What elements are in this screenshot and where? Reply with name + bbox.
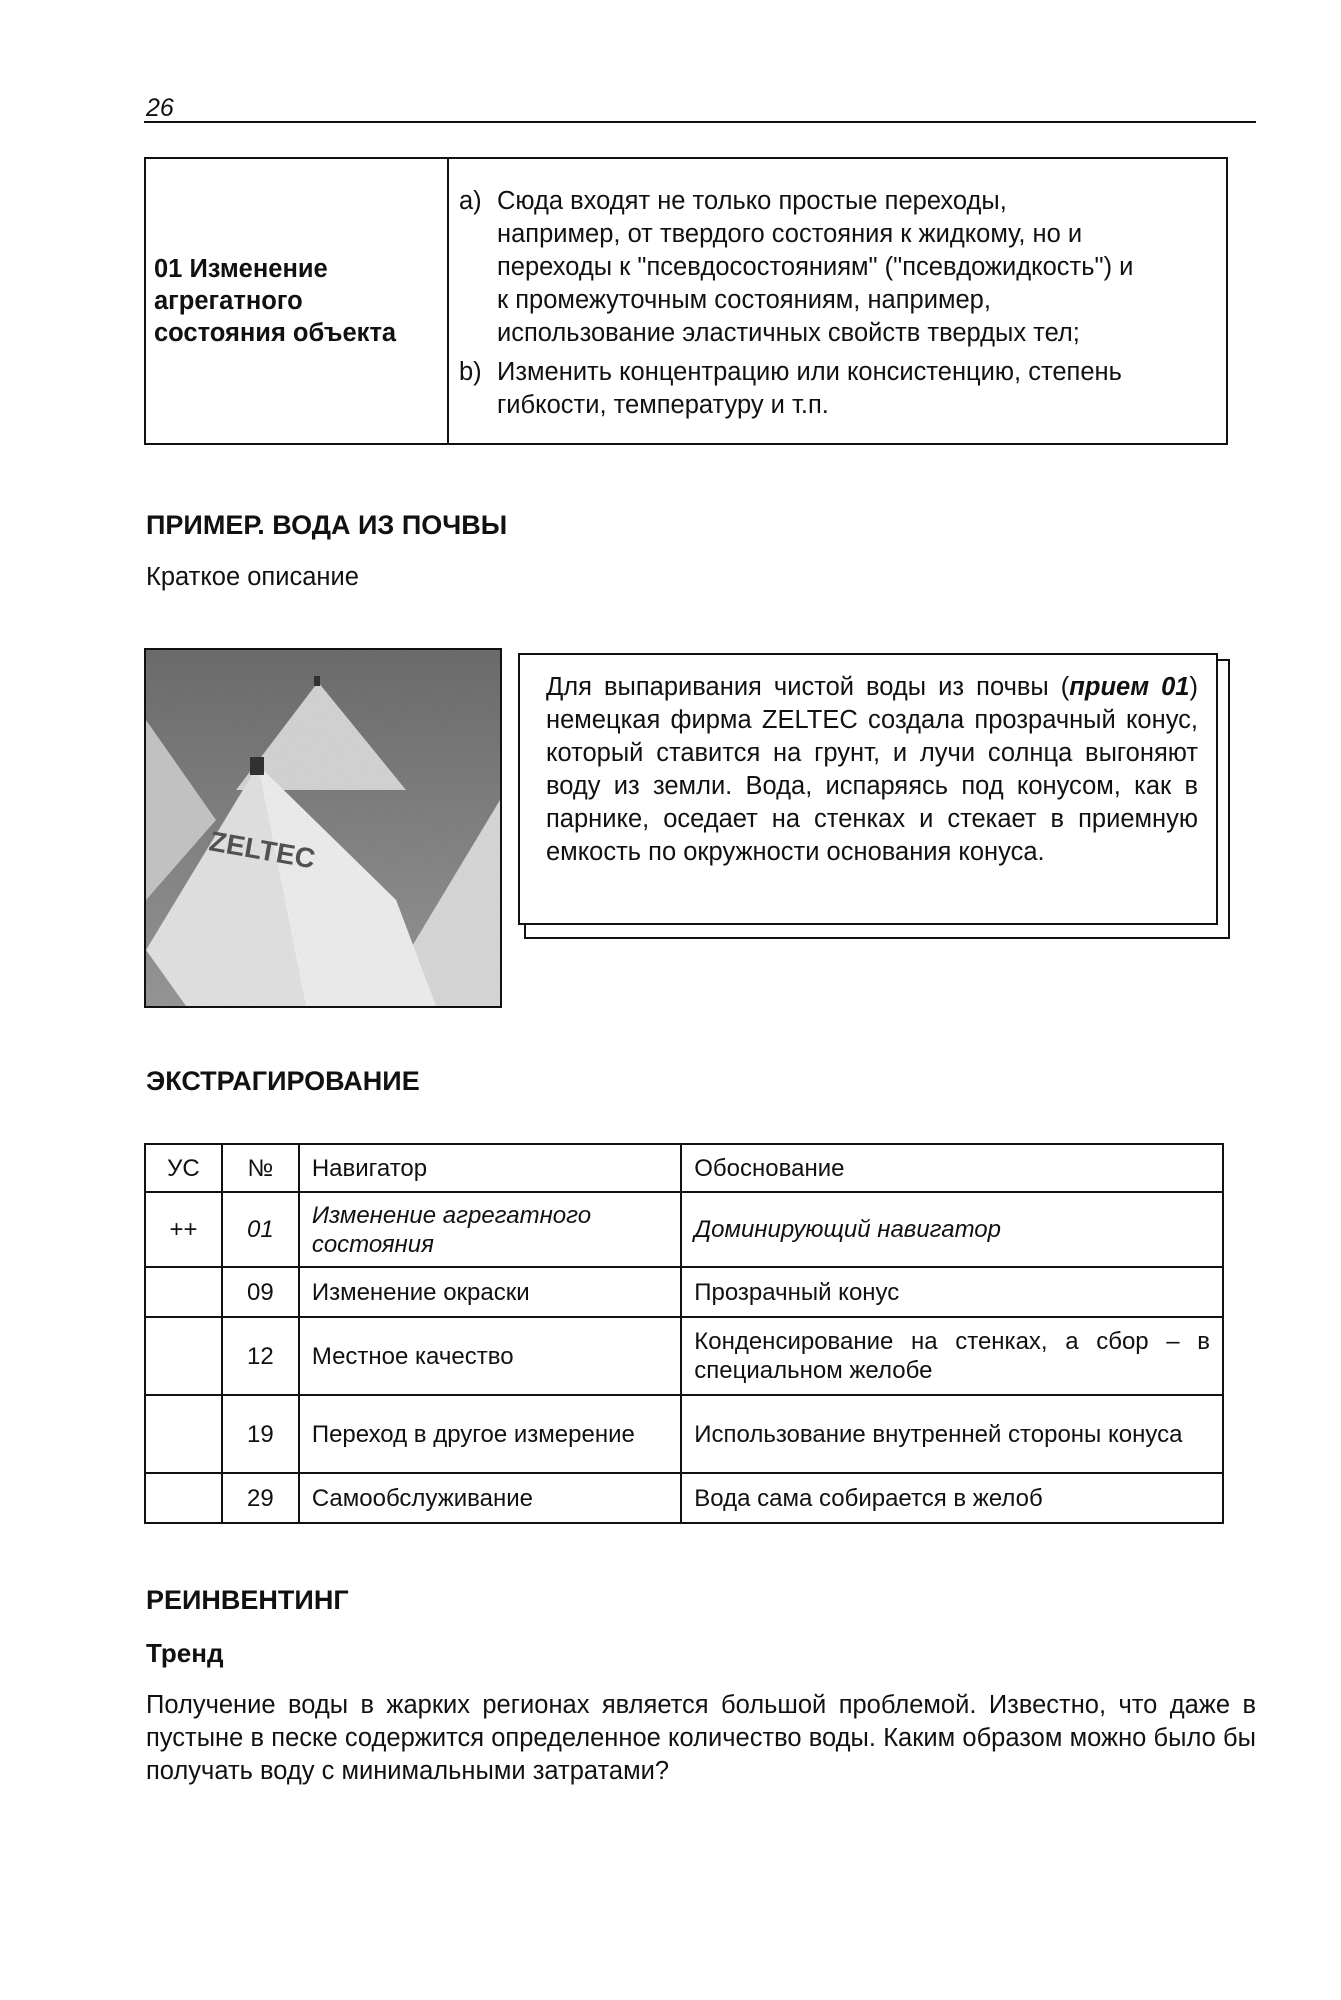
zeltec-cone-photo [144, 648, 502, 1008]
definition-item-line: к промежуточным состояниям, например, [497, 286, 991, 314]
cell-navigator: Местное качество [299, 1317, 681, 1395]
definition-item [459, 356, 1212, 422]
definition-item-marker: a) [459, 187, 482, 215]
example-description: Для выпаривания чистой воды из почвы (прием 01) немецкая фирма ZELTEC создала прозрачный конус, который ставится на грунт, и лучи солнца выгоняют воду из земли. Вода, испаряясь под конусом, как в парнике, оседает на стенках и стекает в приемную емкость по окружности основания конуса. [518, 653, 1218, 925]
page-number: 26 [146, 94, 174, 122]
table-row [145, 1267, 1223, 1317]
header-navigator: Навигатор [299, 1144, 681, 1192]
header-us: УС [145, 1144, 222, 1192]
definition-item-line: например, от твердого состояния к жидкому, но и [497, 220, 1083, 248]
cell-reason: Вода сама собирается в желоб [681, 1473, 1223, 1523]
technique-word: прием [1069, 673, 1150, 701]
cell-us [145, 1395, 222, 1473]
cell-reason: Доминирующий навигатор [681, 1192, 1223, 1267]
definition-title-line: агрегатного [154, 287, 303, 315]
cell-number: 01 [222, 1192, 299, 1267]
definition-title-line: состояния объекта [154, 319, 397, 347]
cell-reason: Конденсирование на стенках, а сбор – в специальном желобе [681, 1317, 1223, 1395]
definition-item [459, 185, 1212, 350]
cone-brand-label: ZELTEC [206, 825, 318, 875]
example-heading: ПРИМЕР. ВОДА ИЗ ПОЧВЫ [146, 510, 508, 540]
table-row [145, 1317, 1223, 1395]
trend-paragraph: Получение воды в жарких регионах является большой проблемой. Известно, что даже в пустыне в песке содержится определенное количество воды. Каким образом можно было бы получать воду с минимальными затратами? [146, 1691, 1256, 1785]
cell-us [145, 1317, 222, 1395]
cell-us: ++ [145, 1192, 222, 1267]
technique-number: 01 [1161, 673, 1190, 701]
table-row [145, 1395, 1223, 1473]
cell-number: 09 [222, 1267, 299, 1317]
cell-number: 29 [222, 1473, 299, 1523]
reinventing-heading: РЕИНВЕНТИНГ [146, 1585, 349, 1615]
cell-reason: Использование внутренней стороны конуса [681, 1395, 1223, 1473]
definition-item-line: гибкости, температуру и т.п. [497, 391, 829, 419]
definition-item-line: переходы к "псевдосостояниям" ("псевдожидкость") и [497, 253, 1134, 281]
table-header-row [145, 1144, 1223, 1192]
definition-item-line: Сюда входят не только простые переходы, [497, 187, 1007, 215]
cell-us [145, 1267, 222, 1317]
cell-navigator: Изменение окраски [299, 1267, 681, 1317]
definition-item-marker: b) [459, 358, 482, 386]
cell-number: 12 [222, 1317, 299, 1395]
table-row [145, 1192, 1223, 1267]
table-row [145, 1473, 1223, 1523]
cell-navigator: Переход в другое измерение [299, 1395, 681, 1473]
header-number: № [222, 1144, 299, 1192]
definition-box [144, 157, 1228, 445]
example-subheading: Краткое описание [146, 563, 359, 591]
definition-item-line: использование эластичных свойств твердых тел; [497, 319, 1080, 347]
definition-title-line: 01 Изменение [154, 255, 328, 283]
cell-us [145, 1473, 222, 1523]
extraction-table [144, 1143, 1224, 1524]
cell-reason: Прозрачный конус [681, 1267, 1223, 1317]
header-reason: Обоснование [681, 1144, 1223, 1192]
cell-navigator: Самообслуживание [299, 1473, 681, 1523]
extraction-heading: ЭКСТРАГИРОВАНИЕ [146, 1066, 420, 1096]
header-rule [144, 121, 1256, 123]
cell-navigator: Изменение агрегатного состояния [299, 1192, 681, 1267]
trend-subheading: Тренд [146, 1638, 224, 1668]
definition-title [146, 159, 449, 443]
definition-body [449, 159, 1226, 443]
cell-number: 19 [222, 1395, 299, 1473]
definition-item-line: Изменить концентрацию или консистенцию, степень [497, 358, 1122, 386]
